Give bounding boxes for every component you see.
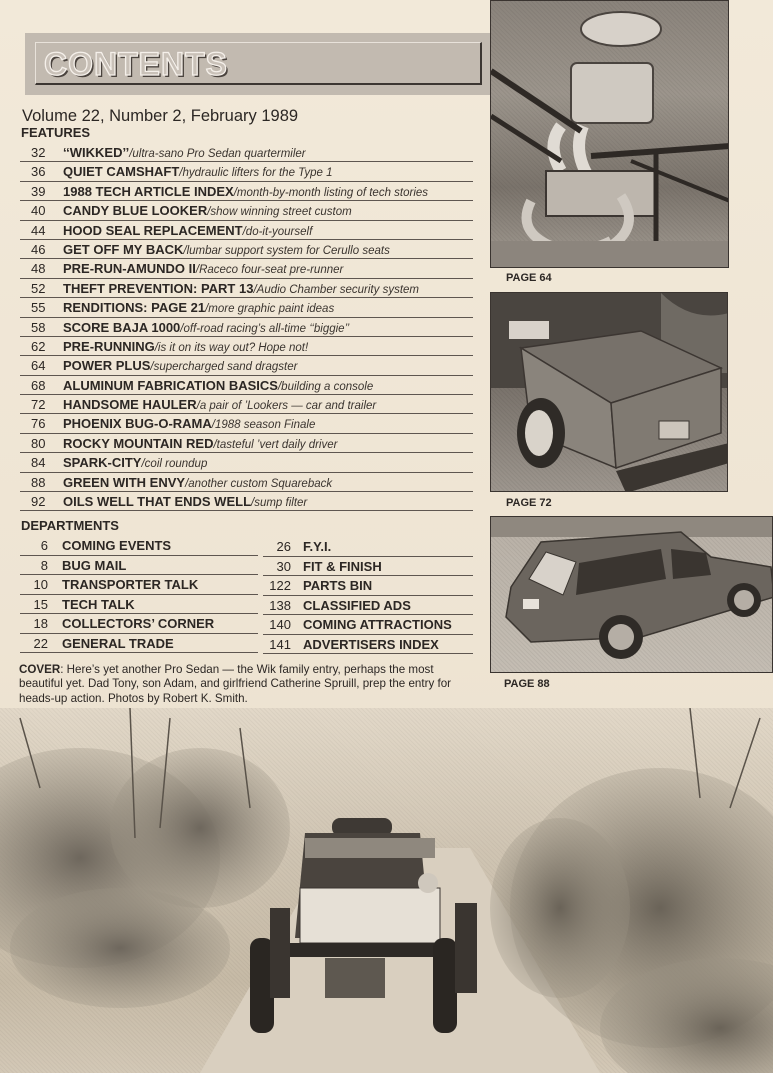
feature-row (20, 279, 473, 298)
feature-text (63, 395, 376, 416)
feature-text (63, 298, 334, 319)
feature-subtitle: /1988 season Finale (211, 419, 316, 432)
feature-page-number: 84 (31, 455, 46, 471)
feature-text (63, 453, 207, 474)
feature-row (20, 395, 473, 414)
feature-row (20, 240, 473, 259)
feature-page-number: 48 (31, 261, 46, 277)
feature-text (63, 414, 315, 435)
department-page-number: 122 (269, 578, 291, 593)
feature-row (20, 492, 473, 511)
department-row (20, 614, 258, 634)
feature-page-number: 52 (31, 280, 46, 296)
feature-row (20, 356, 473, 375)
department-title: TRANSPORTER TALK (62, 577, 199, 592)
feature-text (63, 318, 349, 339)
feature-title: GET OFF MY BACK (63, 241, 184, 257)
department-title: COMING EVENTS (62, 538, 172, 553)
department-title: TECH TALK (62, 596, 135, 612)
feature-title: GREEN WITH ENVY (63, 474, 186, 490)
department-title: CLASSIFIED ADS (303, 597, 411, 613)
buggy-scene-illustration (0, 708, 773, 1073)
cover-caption (19, 663, 479, 706)
feature-row (20, 162, 473, 181)
photo-caption-page-88: PAGE 88 (504, 678, 550, 690)
feature-title: HOOD SEAL REPLACEMENT (63, 222, 243, 238)
department-title: GENERAL TRADE (62, 635, 174, 651)
feature-page-number: 62 (31, 338, 46, 354)
feature-page-number: 58 (31, 319, 46, 335)
cover-text: : Here’s yet another Pro Sedan — the Wik family entry, perhaps the most beautiful yet. Dad Tony, son Adam, and girlfriend Catherine Spruill, prep the entry for heads-up action. Photos by Robert K. Smith. (19, 663, 452, 705)
feature-row (20, 182, 473, 201)
feature-title: 1988 TECH ARTICLE INDEX (63, 183, 234, 199)
feature-title: RENDITIONS: PAGE 21 (63, 300, 206, 316)
feature-subtitle: /supercharged sand dragster (150, 361, 298, 374)
feature-page-number: 76 (31, 416, 46, 432)
feature-page-number: 46 (31, 241, 46, 257)
dragster-engine-illustration (491, 1, 729, 268)
feature-page-number: 32 (31, 145, 46, 160)
departments-list-left (20, 536, 258, 653)
feature-subtitle: /lumbar support system for Cerullo seats (183, 244, 390, 257)
feature-page-number: 68 (31, 377, 46, 393)
feature-row (20, 337, 473, 356)
department-page-number: 138 (269, 597, 291, 613)
feature-title: HANDSOME HAULER (63, 397, 197, 413)
feature-row (20, 298, 473, 317)
feature-text (63, 259, 343, 280)
department-title: BUG MAIL (62, 557, 127, 573)
feature-text (63, 182, 428, 203)
feature-text (63, 492, 307, 513)
feature-text (63, 162, 332, 183)
feature-page-number: 40 (31, 203, 46, 219)
department-title: PARTS BIN (303, 578, 373, 593)
feature-subtitle: /month-by-month listing of tech stories (233, 186, 429, 199)
page-title: CONTENTS (44, 46, 228, 82)
feature-row (20, 453, 473, 472)
department-page-number: 6 (40, 538, 48, 553)
banner-frame (35, 42, 482, 85)
contents-banner (25, 33, 490, 95)
feature-title: SCORE BAJA 1000 (63, 319, 181, 335)
feature-text (63, 240, 390, 261)
feature-text (63, 279, 419, 300)
feature-title: ‘‘WIKKED’’ (63, 145, 130, 160)
feature-title: OILS WELL THAT ENDS WELL (63, 494, 252, 510)
feature-text (63, 337, 308, 358)
feature-subtitle: /Raceco four-seat pre-runner (195, 264, 344, 277)
feature-subtitle: /Audio Chamber security system (253, 283, 419, 296)
feature-subtitle: /hydraulic lifters for the Type 1 (179, 167, 333, 180)
cover-label: COVER (19, 663, 61, 676)
feature-title: PHOENIX BUG-O-RAMA (63, 416, 212, 432)
feature-title: THEFT PREVENTION: PART 13 (63, 280, 254, 296)
department-row (263, 615, 473, 635)
feature-text (63, 143, 306, 164)
feature-subtitle: /coil roundup (141, 458, 208, 471)
dragster-engine-photo (490, 0, 729, 268)
feature-row (20, 376, 473, 395)
department-page-number: 8 (40, 557, 48, 573)
department-title: ADVERTISERS INDEX (303, 636, 439, 652)
department-row (263, 635, 473, 655)
department-row (20, 634, 258, 654)
squareback-illustration (491, 517, 773, 673)
feature-title: CANDY BLUE LOOKER (63, 203, 208, 219)
feature-title: ROCKY MOUNTAIN RED (63, 435, 214, 451)
off-road-buggy-photo (0, 708, 773, 1073)
feature-page-number: 39 (31, 183, 46, 199)
features-heading: FEATURES (21, 125, 91, 140)
photo-caption-page-64: PAGE 64 (506, 272, 552, 284)
feature-title: PRE-RUN-AMUNDO II (63, 261, 196, 277)
feature-row (20, 434, 473, 453)
department-title: COLLECTORS’ CORNER (62, 616, 215, 631)
feature-row (20, 259, 473, 278)
department-page-number: 22 (33, 635, 48, 651)
department-row (263, 537, 473, 557)
department-row (20, 575, 258, 595)
feature-subtitle: /a pair of ’Lookers — car and trailer (196, 400, 377, 413)
feature-page-number: 64 (31, 358, 46, 374)
feature-text (63, 356, 297, 377)
feature-text (63, 473, 332, 494)
squareback-car-photo (490, 516, 773, 673)
department-page-number: 140 (269, 617, 291, 632)
feature-title: POWER PLUS (63, 358, 151, 374)
issue-info: Volume 22, Number 2, February 1989 (22, 107, 299, 125)
department-row (20, 556, 258, 576)
feature-row (20, 414, 473, 433)
feature-subtitle: /is it on its way out? Hope not! (154, 341, 309, 354)
feature-title: QUIET CAMSHAFT (63, 164, 180, 180)
feature-subtitle: /ultra-sano Pro Sedan quartermiler (129, 148, 306, 160)
department-row (20, 536, 258, 556)
feature-page-number: 55 (31, 300, 46, 316)
feature-page-number: 80 (31, 435, 46, 451)
feature-title: PRE-RUNNING (63, 338, 155, 354)
trailer-photo (490, 292, 728, 492)
feature-text (63, 434, 337, 455)
department-page-number: 26 (276, 539, 291, 554)
department-row (263, 557, 473, 577)
department-row (263, 576, 473, 596)
department-title: FIT & FINISH (303, 558, 382, 574)
feature-subtitle: /off-road racing’s all-time ‘‘biggie’’ (180, 322, 350, 335)
feature-row (20, 221, 473, 240)
feature-title: ALUMINUM FABRICATION BASICS (63, 377, 278, 393)
department-row (263, 596, 473, 616)
departments-list-right (263, 537, 473, 654)
trailer-illustration (491, 293, 728, 492)
feature-subtitle: /sump filter (251, 497, 308, 510)
feature-text (63, 221, 312, 242)
feature-subtitle: /show winning street custom (207, 206, 352, 219)
feature-row (20, 318, 473, 337)
department-row (20, 595, 258, 615)
feature-text (63, 376, 373, 397)
department-page-number: 30 (276, 558, 291, 574)
department-page-number: 141 (269, 636, 291, 652)
feature-text (63, 201, 352, 222)
feature-page-number: 44 (31, 222, 46, 238)
feature-row (20, 143, 473, 162)
feature-title: SPARK-CITY (63, 455, 142, 471)
department-page-number: 18 (33, 616, 48, 631)
feature-subtitle: /building a console (277, 380, 374, 393)
feature-page-number: 72 (31, 397, 46, 413)
department-title: COMING ATTRACTIONS (303, 617, 452, 632)
department-page-number: 15 (33, 596, 48, 612)
department-page-number: 10 (33, 577, 48, 592)
feature-page-number: 36 (31, 164, 46, 180)
department-title: F.Y.I. (303, 539, 332, 554)
feature-subtitle: /another custom Squareback (185, 477, 333, 490)
feature-page-number: 92 (31, 494, 46, 510)
feature-row (20, 201, 473, 220)
feature-row (20, 473, 473, 492)
departments-heading: DEPARTMENTS (21, 518, 119, 533)
photo-caption-page-72: PAGE 72 (506, 497, 552, 509)
feature-subtitle: /do-it-yourself (242, 225, 313, 238)
feature-subtitle: /more graphic paint ideas (205, 303, 335, 316)
features-list (20, 143, 473, 511)
feature-page-number: 88 (31, 474, 46, 490)
feature-subtitle: /tasteful ’vert daily driver (213, 438, 338, 451)
